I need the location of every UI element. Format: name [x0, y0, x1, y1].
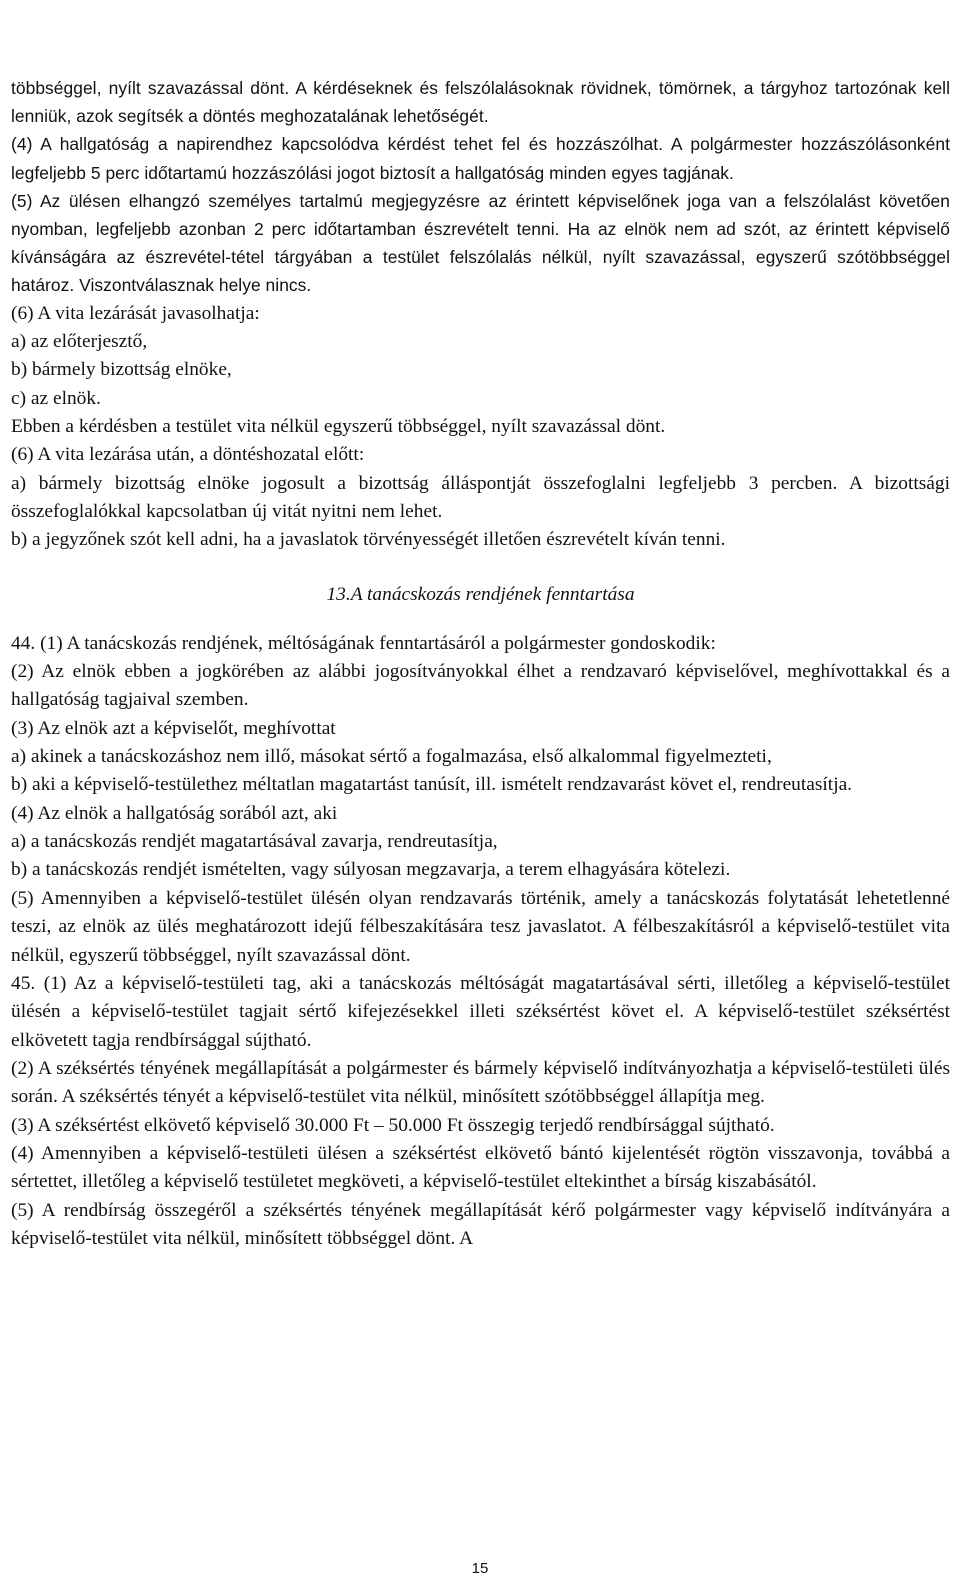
- paragraph-vote-decision: Ebben a kérdésben a testület vita nélkül egyszerű többséggel, nyílt szavazással dönt.: [11, 416, 666, 437]
- list-item-44-4-b: b) a tanácskozás rendjét ismételten, vagy súlyosan megzavarja, a terem elhagyására kötelezi.: [11, 859, 731, 881]
- paragraph-44-5: (5) Amennyiben a képviselő-testület ülésén olyan rendzavarás történik, amely a tanácskozás folytatását lehetetlenné teszi, az elnök az ülés meghatározott idejű félbeszakítására tesz javaslatot. A félbeszakításról a képviselő-testület vita nélkül, egyszerű többséggel, nyílt szavazással dönt.: [11, 887, 950, 966]
- paragraph-6-closing-proposal: (6) A vita lezárását javasolhatja:: [11, 302, 260, 324]
- paragraph-44-3: (3) Az elnök azt a képviselőt, meghívottat: [11, 717, 336, 739]
- paragraph-continuation: többséggel, nyílt szavazással dönt. A kérdéseknek és felszólalásoknak rövidnek, tömörnek, a tárgyhoz tartozónak kell lenniük, azok segítsék a döntés meghozatalának lehetőségét.: [11, 78, 950, 127]
- list-item-a-presenter: a) az előterjesztő,: [11, 330, 148, 352]
- list-item-b-committee-chair: b) bármely bizottság elnöke,: [11, 359, 232, 381]
- paragraph-45-4: (4) Amennyiben a képviselő-testületi ülésen a széksértést elkövető bántó kijelentését rögtön visszavonja, továbbá a sértettet, illetőleg a képviselő testületet megköveti, a képviselő-testület eltekinthet a bírság kiszabásától.: [11, 1142, 950, 1193]
- serif-text-block-1: [11, 300, 950, 555]
- paragraph-44-2: (2) Az elnök ebben a jogkörében az alábbi jogosítványokkal élhet a rendzavaró képviselővel, meghívottakkal és a hallgatóság tagjaival szemben.: [11, 661, 950, 711]
- paragraph-4-audience: (4) A hallgatóság a napirendhez kapcsolódva kérdést tehet fel és hozzászólhat. A polgármester hozzászólásonként legfeljebb 5 perc időtartamú hozzászólási jogot biztosít a hallgatóság minden egyes tagjának.: [11, 134, 950, 183]
- page-number: 15: [471, 1560, 489, 1577]
- paragraph-45-5: (5) A rendbírság összegéről a széksértés tényének megállapítását kérő polgármester vagy képviselő indítványára a képviselő-testület vita nélkül, minősített többséggel dönt. A: [11, 1199, 950, 1249]
- section-heading: 13.A tanácskozás rendjének fenntartása: [326, 583, 635, 605]
- paragraph-5-personal-remark: (5) Az ülésen elhangzó személyes tartalmú megjegyzésre az érintett képviselőnek joga van a felszólalást követően nyomban, legfeljebb azonban 2 perc időtartamban észrevételt tenni. Ha az elnök nem ad szót, az érintett képviselő kívánságára az észrevétel-tétel tárgyában a testület felszólalás nélkül, nyílt szavazással, egyszerű szótöbbséggel határoz. Viszontválasznak helye nincs.: [11, 190, 950, 296]
- paragraph-45-3: (3) A széksértést elkövető képviselő 30.000 Ft – 50.000 Ft összegig terjedő rendbírsággal sújtható.: [11, 1114, 775, 1136]
- list-item-c-chair: c) az elnök.: [11, 387, 101, 409]
- paragraph-44-1: 44. (1) A tanácskozás rendjének, méltóságának fenntartásáról a polgármester gondoskodik:: [11, 632, 716, 654]
- list-item-a-committee-summary: a) bármely bizottság elnöke jogosult a bizottság álláspontját összefoglalni legfeljebb 3 percben. A bizottsági összefoglalókkal kapcsolatban új vitát nyitni nem lehet.: [11, 472, 950, 523]
- list-item-44-3-b: b) aki a képviselő-testülethez méltatlan magatartást tanúsít, ill. ismételt rendzavarást követ el, rendreutasítja.: [11, 774, 853, 796]
- serif-text-block-2: [11, 630, 950, 1254]
- list-item-b-notary: b) a jegyzőnek szót kell adni, ha a javaslatok törvényességét illetően észrevételt kíván tenni.: [11, 529, 726, 551]
- paragraph-45-1: 45. (1) Az a képviselő-testületi tag, aki a tanácskozás méltóságát magatartásával sérti, illetőleg a képviselő-testület ülésén a képviselő-testület tagjait sértő kifejezésekkel illeti széksértést követ el. A képviselő-testület széksértést elkövetett tagja rendbírsággal sújtható.: [11, 972, 950, 1051]
- list-item-44-3-a: a) akinek a tanácskozáshoz nem illő, másokat sértő a fogalmazása, első alkalommal figyelmezteti,: [11, 746, 772, 768]
- paragraph-45-2: (2) A széksértés tényének megállapítását a polgármester és bármely képviselő indítványozhatja a képviselő-testületi ülés során. A széksértés tényét a képviselő-testület vita nélkül, minősített szótöbbséggel állapítja meg.: [11, 1057, 950, 1108]
- list-item-44-4-a: a) a tanácskozás rendjét magatartásával zavarja, rendreutasítja,: [11, 831, 498, 853]
- paragraph-44-4: (4) Az elnök a hallgatóság sorából azt, aki: [11, 802, 338, 824]
- sans-text-block: [11, 74, 950, 300]
- paragraph-6-after-closing: (6) A vita lezárása után, a döntéshozatal előtt:: [11, 444, 365, 466]
